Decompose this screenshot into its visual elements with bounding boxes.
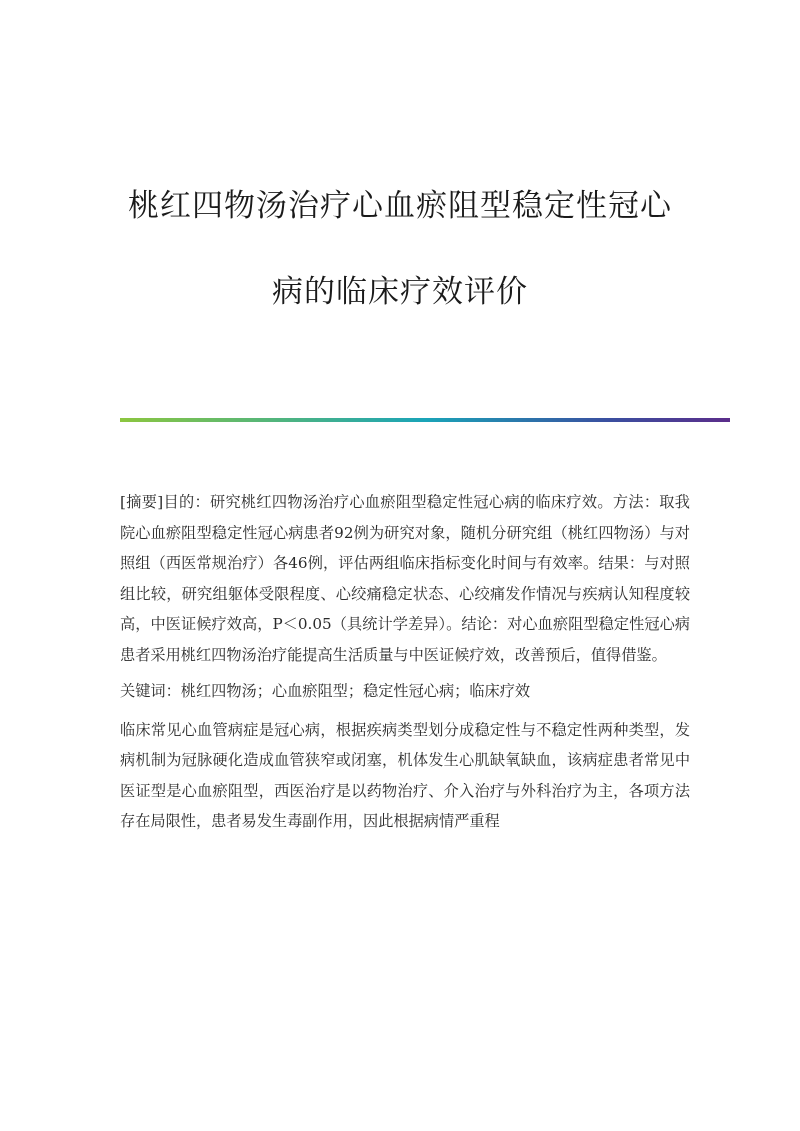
document-title xyxy=(100,186,700,312)
gradient-divider xyxy=(120,418,730,422)
abstract-paragraph: [摘要]目的：研究桃红四物汤治疗心血瘀阻型稳定性冠心病的临床疗效。方法：取我院心血瘀阻型稳定性冠心病患者92例为研究对象，随机分研究组（桃红四物汤）与对照组（西医常规治疗）各46例，评估两组临床指标变化时间与有效率。结果：与对照组比较，研究组躯体受限程度、心绞痛稳定状态、心绞痛发作情况与疾病认知程度较高，中医证候疗效高，P＜0.05（具统计学差异）。结论：对心血瘀阻型稳定性冠心病患者采用桃红四物汤治疗能提高生活质量与中医证候疗效，改善预后，值得借鉴。 xyxy=(120,493,690,664)
title-line-1: 桃红四物汤治疗心血瘀阻型稳定性冠心 xyxy=(128,188,672,224)
body-text xyxy=(120,487,690,837)
title-line-2: 病的临床疗效评价 xyxy=(272,274,528,310)
keywords-paragraph: 关键词：桃红四物汤；心血瘀阻型；稳定性冠心病；临床疗效 xyxy=(120,682,531,700)
intro-paragraph: 临床常见心血管病症是冠心病，根据疾病类型划分成稳定性与不稳定性两种类型，发病机制为冠脉硬化造成血管狭窄或闭塞，机体发生心肌缺氧缺血，该病症患者常见中医证型是心血瘀阻型，西医治疗是以药物治疗、介入治疗与外科治疗为主，各项方法存在局限性，患者易发生毒副作用，因此根据病情严重程 xyxy=(120,720,690,830)
